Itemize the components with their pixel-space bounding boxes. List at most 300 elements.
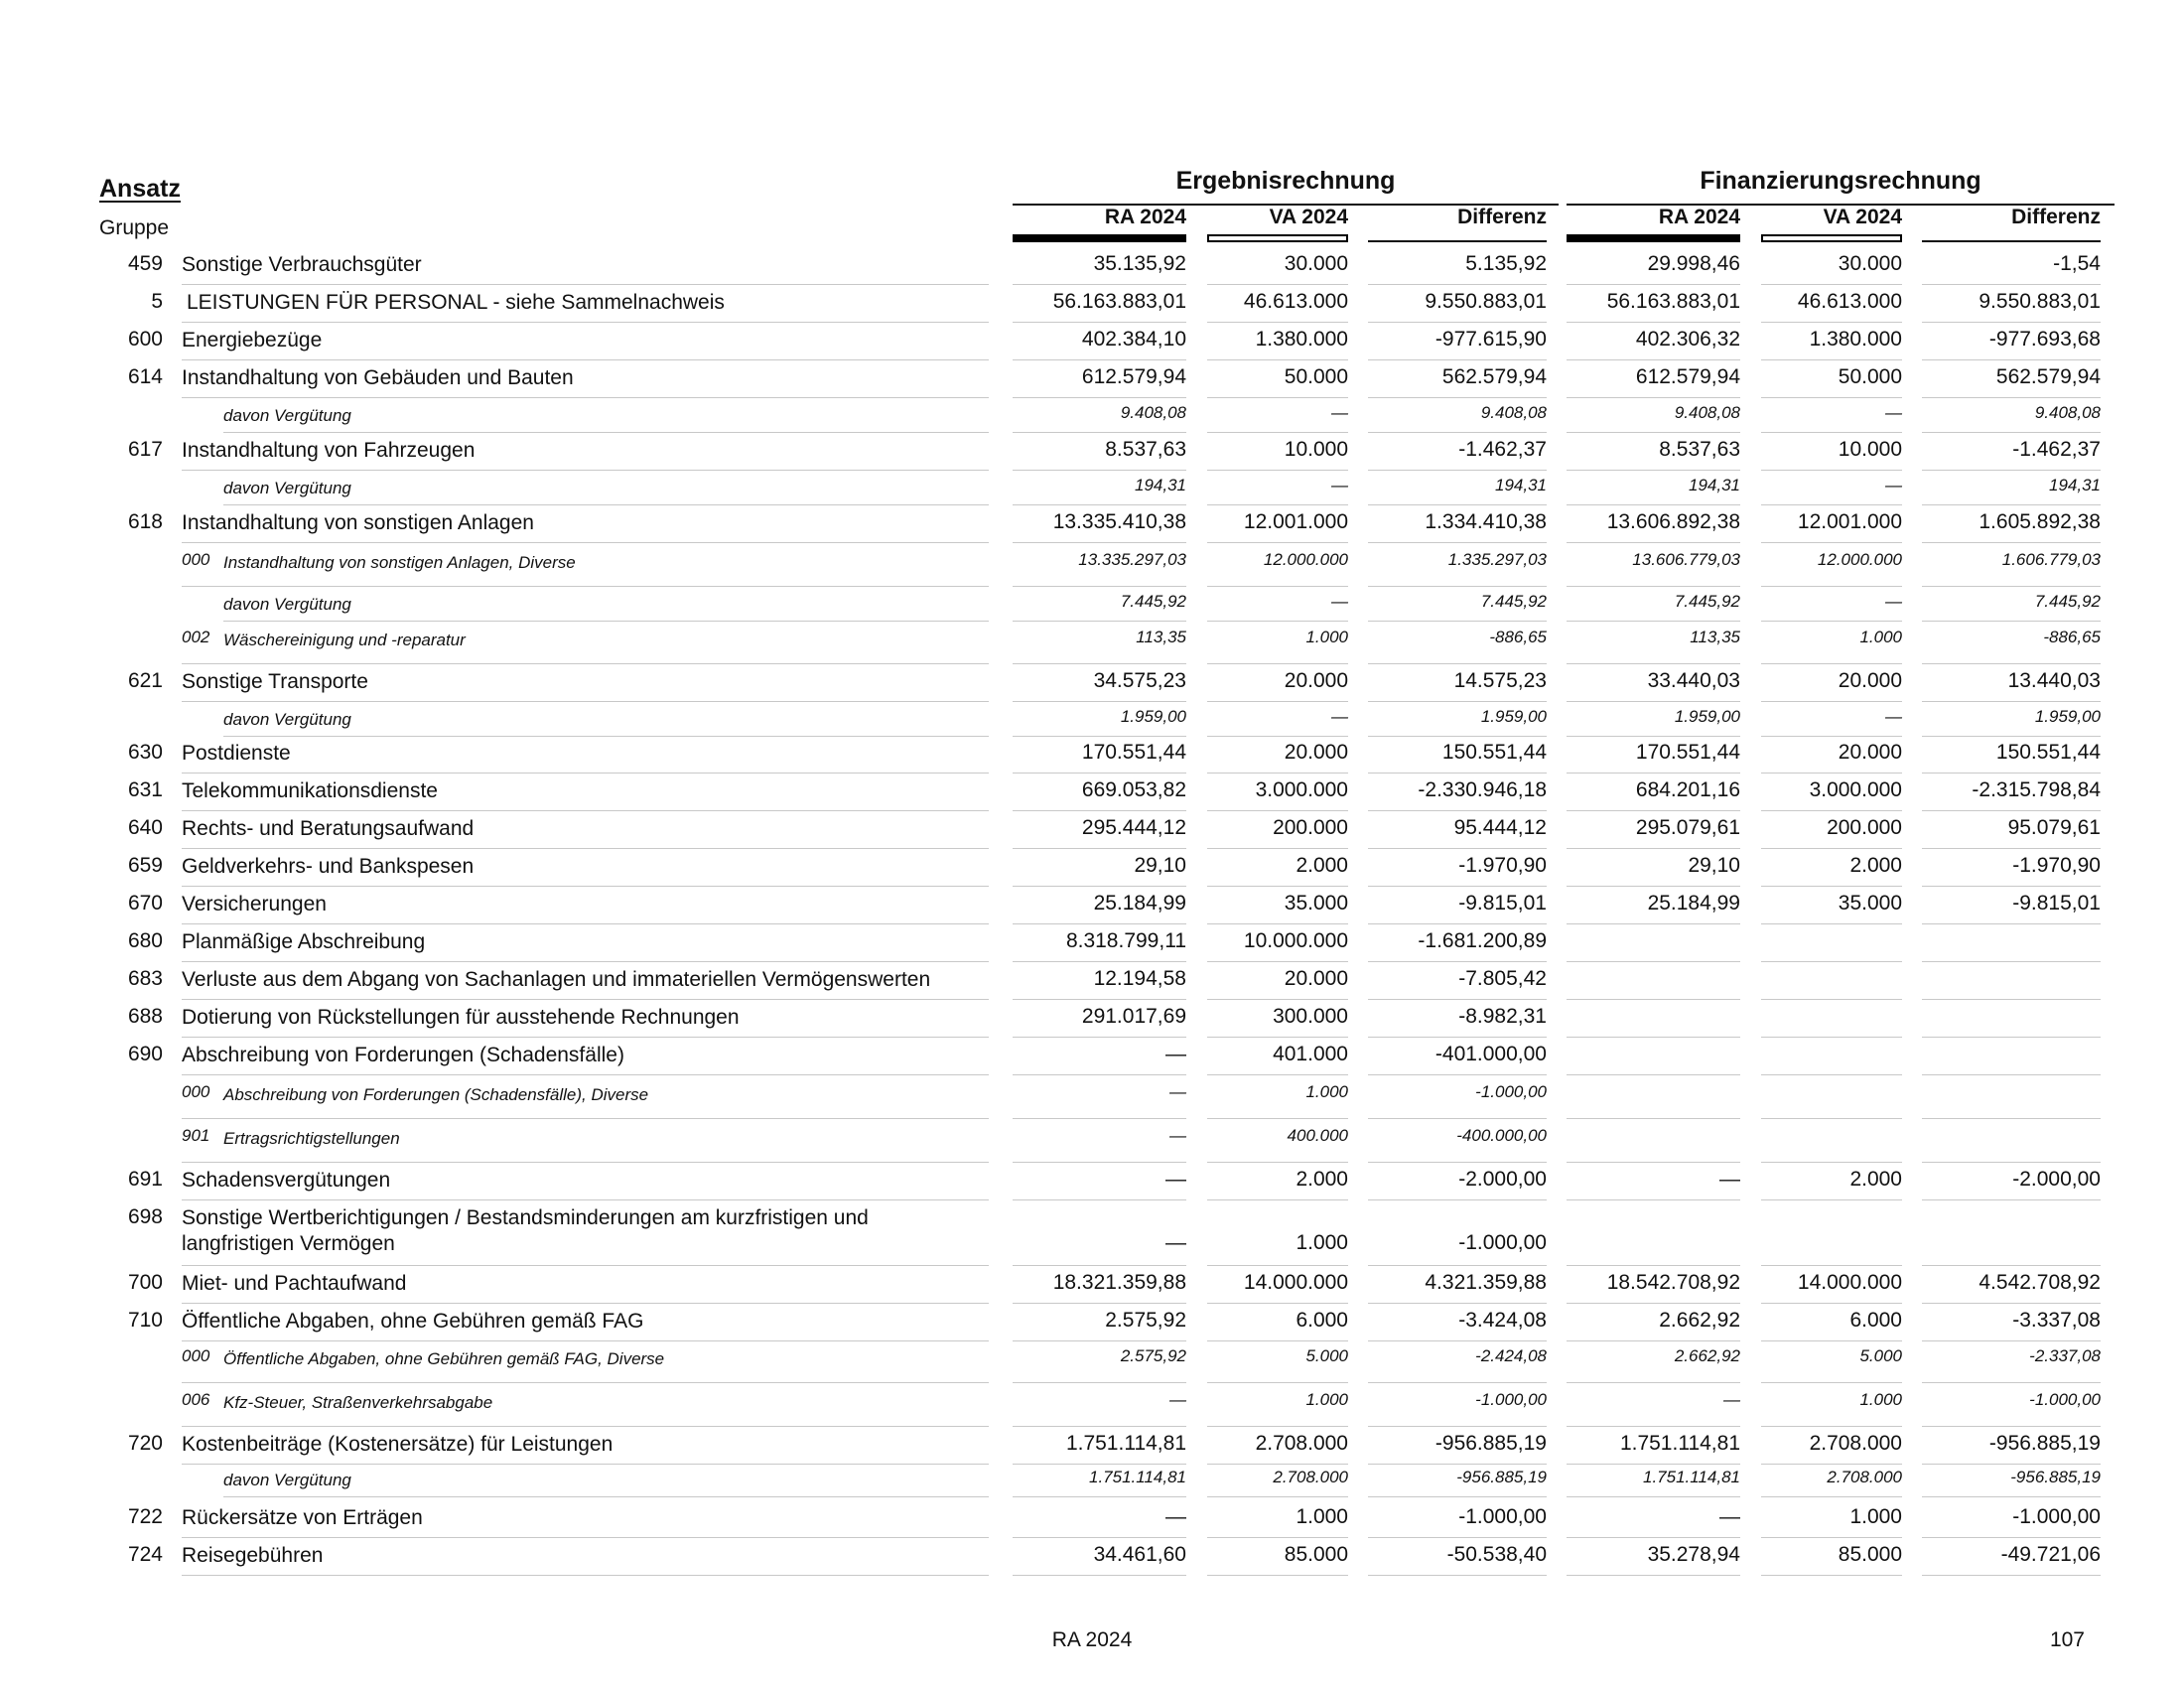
row-value-col-6: -886,65: [2043, 628, 2101, 646]
row-cell-rule: [1368, 621, 1547, 622]
row-code: 688: [127, 1005, 163, 1028]
row-value-col-6: 9.408,08: [2034, 403, 2101, 422]
table-row: [0, 1309, 2184, 1346]
row-cell-rule: [1207, 701, 1348, 702]
row-code: 724: [127, 1543, 163, 1566]
row-cell-rule: [1368, 1464, 1547, 1465]
row-value-col-1: —: [1165, 1505, 1186, 1528]
row-value-col-6: -956.885,19: [1988, 1432, 2101, 1455]
row-value-col-6: 7.445,92: [2034, 592, 2101, 611]
row-cell-rule: [1368, 773, 1547, 774]
row-cell-rule: [1922, 848, 2101, 849]
row-code: 617: [127, 438, 163, 461]
row-cell-rule: [1368, 397, 1547, 398]
row-value-col-6: -956.885,19: [2010, 1468, 2101, 1486]
row-value-col-2: 1.000: [1305, 1082, 1348, 1101]
row-cell-rule: [1207, 1037, 1348, 1038]
row-value-col-1: 9.408,08: [1120, 403, 1186, 422]
row-value-col-5: 1.380.000: [1809, 328, 1902, 351]
row-value-col-1: 669.053,82: [1081, 778, 1186, 801]
row-cell-rule: [1922, 736, 2101, 737]
row-code: 659: [127, 854, 163, 877]
row-cell-rule: [1567, 1265, 1740, 1266]
row-value-col-6: 4.542.708,92: [1979, 1271, 2101, 1294]
row-cell-rule: [1368, 1426, 1547, 1427]
row-cell-rule: [1013, 1162, 1186, 1163]
row-value-col-1: —: [1165, 1231, 1186, 1254]
row-value-col-1: 12.194,58: [1093, 967, 1186, 990]
row-value-col-1: 8.537,63: [1105, 438, 1186, 461]
row-label: Abschreibung von Forderungen (Schadensfälle), Diverse: [223, 1085, 649, 1104]
row-code: 698: [127, 1205, 163, 1228]
row-value-col-3: 1.959,00: [1480, 707, 1547, 726]
row-label: [182, 1205, 869, 1257]
row-value-col-5: 14.000.000: [1797, 1271, 1902, 1294]
row-cell-rule: [1761, 999, 1902, 1000]
row-cell-rule: [1761, 773, 1902, 774]
row-value-col-3: -401.000,00: [1434, 1043, 1547, 1065]
row-value-col-4: 402.306,32: [1635, 328, 1740, 351]
row-value-col-2: 400.000: [1287, 1126, 1348, 1145]
row-value-col-1: 1.959,00: [1120, 707, 1186, 726]
row-label: Rechts- und Beratungsaufwand: [182, 817, 475, 840]
row-code: 002: [182, 628, 210, 646]
table-row: [0, 1005, 2184, 1043]
row-value-col-2: 1.000: [1305, 1390, 1348, 1409]
table-row: [0, 854, 2184, 892]
row-cell-rule: [1013, 621, 1186, 622]
row-code: 000: [182, 1346, 210, 1365]
row-cell-rule: [1567, 1382, 1740, 1383]
row-cell-rule: [1207, 470, 1348, 471]
row-value-col-4: 9.408,08: [1674, 403, 1740, 422]
row-value-col-2: 1.000: [1305, 628, 1348, 646]
row-cell-rule: [1207, 397, 1348, 398]
row-cell-rule: [1922, 923, 2101, 924]
row-value-col-5: 2.708.000: [1809, 1432, 1902, 1455]
row-value-col-4: 8.537,63: [1659, 438, 1740, 461]
row-cell-rule: [1922, 663, 2101, 664]
row-cell-rule: [1013, 1340, 1186, 1341]
row-value-col-1: 194,31: [1135, 476, 1186, 494]
row-value-col-1: 18.321.359,88: [1052, 1271, 1186, 1294]
row-value-col-4: 13.606.779,03: [1632, 550, 1740, 569]
row-cell-rule: [1567, 1537, 1740, 1538]
row-cell-rule: [1922, 1118, 2101, 1119]
row-label: Wäschereinigung und -reparatur: [223, 631, 466, 649]
row-cell-rule: [1922, 322, 2101, 323]
row-cell-rule: [1761, 359, 1902, 360]
row-value-col-5: —: [1885, 707, 1902, 726]
row-label: Instandhaltung von Gebäuden und Bauten: [182, 366, 574, 389]
row-label-rule: [223, 1496, 989, 1497]
row-value-col-5: —: [1885, 592, 1902, 611]
row-cell-rule: [1207, 1464, 1348, 1465]
row-cell-rule: [1207, 1265, 1348, 1266]
row-value-col-1: 291.017,69: [1081, 1005, 1186, 1028]
row-cell-rule: [1922, 1303, 2101, 1304]
row-cell-rule: [1368, 1575, 1547, 1576]
row-cell-rule: [1368, 848, 1547, 849]
row-cell-rule: [1013, 470, 1186, 471]
table-row: [0, 328, 2184, 365]
row-value-col-4: 1.959,00: [1674, 707, 1740, 726]
row-cell-rule: [1013, 663, 1186, 664]
row-cell-rule: [1207, 1303, 1348, 1304]
row-cell-rule: [1207, 736, 1348, 737]
row-cell-rule: [1567, 848, 1740, 849]
row-value-col-5: 200.000: [1827, 816, 1902, 839]
row-value-col-1: —: [1169, 1390, 1186, 1409]
row-cell-rule: [1567, 999, 1740, 1000]
row-value-col-4: 56.163.883,01: [1606, 290, 1740, 313]
row-cell-rule: [1761, 1037, 1902, 1038]
row-value-col-1: 612.579,94: [1081, 365, 1186, 388]
row-label-rule: [182, 359, 989, 360]
row-cell-rule: [1207, 999, 1348, 1000]
row-cell-rule: [1368, 999, 1547, 1000]
table-row: [0, 592, 2184, 627]
row-value-col-5: 20.000: [1838, 669, 1902, 692]
row-cell-rule: [1761, 1199, 1902, 1200]
row-value-col-5: 5.000: [1859, 1346, 1902, 1365]
row-value-col-1: 7.445,92: [1120, 592, 1186, 611]
row-cell-rule: [1013, 1382, 1186, 1383]
row-value-col-2: 50.000: [1284, 365, 1348, 388]
row-cell-rule: [1567, 1496, 1740, 1497]
row-value-col-4: 684.201,16: [1635, 778, 1740, 801]
row-cell-rule: [1368, 542, 1547, 543]
row-cell-rule: [1567, 586, 1740, 587]
row-cell-rule: [1567, 1162, 1740, 1163]
table-row: [0, 967, 2184, 1005]
row-label: davon Vergütung: [223, 479, 351, 497]
row-label: Schadensvergütungen: [182, 1169, 391, 1192]
row-cell-rule: [1567, 397, 1740, 398]
row-value-col-4: 29.998,46: [1647, 252, 1740, 275]
row-value-col-1: 56.163.883,01: [1052, 290, 1186, 313]
row-code: 722: [127, 1505, 163, 1528]
row-cell-rule: [1368, 1265, 1547, 1266]
row-label: Instandhaltung von sonstigen Anlagen: [182, 511, 534, 534]
row-cell-rule: [1922, 542, 2101, 543]
row-value-col-5: 1.000: [1859, 628, 1902, 646]
row-value-col-5: 20.000: [1838, 741, 1902, 764]
row-value-col-3: -7.805,42: [1458, 967, 1547, 990]
row-cell-rule: [1368, 1496, 1547, 1497]
row-cell-rule: [1761, 284, 1902, 285]
row-value-col-1: —: [1169, 1126, 1186, 1145]
row-cell-rule: [1013, 1575, 1186, 1576]
row-cell-rule: [1922, 1199, 2101, 1200]
row-cell-rule: [1207, 961, 1348, 962]
column-header-er-differenz: Differenz: [1457, 206, 1547, 228]
row-value-col-4: 194,31: [1689, 476, 1740, 494]
row-label: davon Vergütung: [223, 1471, 351, 1489]
row-value-col-3: -3.424,08: [1458, 1309, 1547, 1332]
row-cell-rule: [1922, 886, 2101, 887]
column-header-er-va-2024: VA 2024: [1269, 206, 1348, 228]
row-label-rule: [182, 701, 989, 702]
row-label-rule: [182, 1265, 989, 1266]
row-value-col-3: -1.000,00: [1458, 1505, 1547, 1528]
row-cell-rule: [1761, 1074, 1902, 1075]
row-code: 459: [127, 252, 163, 275]
row-cell-rule: [1207, 810, 1348, 811]
row-cell-rule: [1922, 773, 2101, 774]
row-cell-rule: [1761, 586, 1902, 587]
row-cell-rule: [1013, 961, 1186, 962]
row-value-col-2: 46.613.000: [1243, 290, 1348, 313]
row-cell-rule: [1761, 621, 1902, 622]
row-cell-rule: [1567, 1340, 1740, 1341]
row-label-rule: [182, 542, 989, 543]
row-value-col-3: -956.885,19: [1456, 1468, 1547, 1486]
row-value-col-2: 2.000: [1296, 854, 1348, 877]
row-value-col-3: 150.551,44: [1441, 741, 1547, 764]
row-label: Kostenbeiträge (Kostenersätze) für Leistungen: [182, 1433, 614, 1456]
row-value-col-5: 2.000: [1849, 854, 1902, 877]
row-cell-rule: [1567, 1199, 1740, 1200]
table-row: [0, 403, 2184, 438]
row-cell-rule: [1922, 701, 2101, 702]
group-title-ergebnisrechnung: Ergebnisrechnung: [1175, 167, 1396, 195]
row-value-col-6: 150.551,44: [1995, 741, 2101, 764]
row-cell-rule: [1761, 504, 1902, 505]
table-row: [0, 816, 2184, 854]
table-row: [0, 1505, 2184, 1543]
row-value-col-3: -977.615,90: [1434, 328, 1547, 351]
row-cell-rule: [1761, 1426, 1902, 1427]
column-header-gruppe: Gruppe: [99, 216, 170, 239]
row-cell-rule: [1207, 586, 1348, 587]
row-cell-rule: [1207, 432, 1348, 433]
row-cell-rule: [1207, 1199, 1348, 1200]
row-cell-rule: [1567, 773, 1740, 774]
row-code: 690: [127, 1043, 163, 1065]
row-value-col-2: 6.000: [1296, 1309, 1348, 1332]
row-value-col-5: 85.000: [1838, 1543, 1902, 1566]
row-value-col-3: 1.334.410,38: [1425, 510, 1547, 533]
row-value-col-5: 50.000: [1838, 365, 1902, 388]
row-value-col-1: 170.551,44: [1081, 741, 1186, 764]
row-value-col-5: —: [1885, 476, 1902, 494]
row-label: Öffentliche Abgaben, ohne Gebühren gemäß FAG: [182, 1310, 644, 1333]
row-cell-rule: [1013, 1426, 1186, 1427]
row-cell-rule: [1761, 542, 1902, 543]
row-value-col-1: 13.335.410,38: [1052, 510, 1186, 533]
row-cell-rule: [1368, 1199, 1547, 1200]
row-value-col-2: 1.000: [1296, 1231, 1348, 1254]
row-cell-rule: [1013, 886, 1186, 887]
row-cell-rule: [1567, 621, 1740, 622]
row-value-col-3: 9.408,08: [1480, 403, 1547, 422]
legend-rule-diff-er: [1368, 240, 1547, 242]
row-label: Sonstige Verbrauchsgüter: [182, 253, 422, 276]
row-value-col-6: 1.959,00: [2034, 707, 2101, 726]
row-cell-rule: [1922, 397, 2101, 398]
row-value-col-3: -1.000,00: [1475, 1082, 1547, 1101]
row-cell-rule: [1761, 1382, 1902, 1383]
row-cell-rule: [1368, 1074, 1547, 1075]
row-cell-rule: [1567, 359, 1740, 360]
row-value-col-3: -956.885,19: [1434, 1432, 1547, 1455]
row-value-col-6: 9.550.883,01: [1979, 290, 2101, 313]
row-cell-rule: [1013, 736, 1186, 737]
row-cell-rule: [1922, 284, 2101, 285]
row-cell-rule: [1922, 1037, 2101, 1038]
row-label: Sonstige Transporte: [182, 670, 368, 693]
row-cell-rule: [1207, 663, 1348, 664]
row-label-rule: [182, 470, 989, 471]
row-cell-rule: [1013, 848, 1186, 849]
row-value-col-3: 7.445,92: [1480, 592, 1547, 611]
row-cell-rule: [1013, 1496, 1186, 1497]
row-value-col-1: —: [1165, 1168, 1186, 1191]
row-value-col-4: 33.440,03: [1647, 669, 1740, 692]
row-cell-rule: [1922, 586, 2101, 587]
row-cell-rule: [1761, 1464, 1902, 1465]
row-label: Verluste aus dem Abgang von Sachanlagen und immateriellen Vermögenswerten: [182, 968, 931, 991]
row-cell-rule: [1207, 1537, 1348, 1538]
row-value-col-2: 10.000: [1284, 438, 1348, 461]
row-cell-rule: [1207, 1496, 1348, 1497]
row-value-col-3: -1.000,00: [1458, 1231, 1547, 1254]
table-row: [0, 707, 2184, 742]
row-cell-rule: [1207, 923, 1348, 924]
row-cell-rule: [1922, 1162, 2101, 1163]
row-cell-rule: [1761, 961, 1902, 962]
row-cell-rule: [1013, 1303, 1186, 1304]
table-row: [0, 778, 2184, 816]
row-value-col-6: 1.606.779,03: [2001, 550, 2101, 569]
table-row: [0, 365, 2184, 403]
row-value-col-3: -2.330.946,18: [1418, 778, 1547, 801]
row-value-col-4: 13.606.892,38: [1606, 510, 1740, 533]
row-value-col-4: 7.445,92: [1674, 592, 1740, 611]
row-cell-rule: [1761, 470, 1902, 471]
row-value-col-2: 1.000: [1296, 1505, 1348, 1528]
row-label-rule: [182, 397, 989, 398]
row-cell-rule: [1761, 1265, 1902, 1266]
row-value-col-4: 2.662,92: [1674, 1346, 1740, 1365]
row-value-col-1: 35.135,92: [1093, 252, 1186, 275]
legend-rule-diff-fr: [1922, 240, 2101, 242]
row-cell-rule: [1922, 1382, 2101, 1383]
row-cell-rule: [1207, 1575, 1348, 1576]
row-cell-rule: [1368, 1382, 1547, 1383]
row-value-col-5: 2.708.000: [1827, 1468, 1902, 1486]
row-cell-rule: [1013, 923, 1186, 924]
table-row: [0, 252, 2184, 290]
row-label-line-2: langfristigen Vermögen: [182, 1232, 395, 1255]
row-cell-rule: [1567, 1118, 1740, 1119]
row-cell-rule: [1761, 432, 1902, 433]
row-cell-rule: [1567, 284, 1740, 285]
row-label: Reisegebühren: [182, 1544, 324, 1567]
row-cell-rule: [1567, 701, 1740, 702]
row-value-col-2: —: [1331, 592, 1348, 611]
row-cell-rule: [1013, 397, 1186, 398]
row-cell-rule: [1761, 810, 1902, 811]
row-cell-rule: [1922, 810, 2101, 811]
row-cell-rule: [1567, 322, 1740, 323]
row-value-col-5: 12.001.000: [1797, 510, 1902, 533]
row-value-col-4: —: [1719, 1168, 1740, 1191]
row-label-rule: [182, 1118, 989, 1119]
row-cell-rule: [1013, 1537, 1186, 1538]
row-code: 600: [127, 328, 163, 351]
row-code: 700: [127, 1271, 163, 1294]
row-value-col-3: 1.335.297,03: [1447, 550, 1547, 569]
row-code: 683: [127, 967, 163, 990]
row-cell-rule: [1013, 542, 1186, 543]
row-value-col-6: -1.000,00: [2029, 1390, 2101, 1409]
row-value-col-5: 35.000: [1838, 892, 1902, 914]
row-label-rule: [182, 1426, 989, 1427]
row-value-col-4: 612.579,94: [1635, 365, 1740, 388]
table-row: [0, 438, 2184, 476]
row-value-col-3: -1.681.200,89: [1418, 929, 1547, 952]
row-cell-rule: [1922, 1340, 2101, 1341]
row-label-rule: [182, 1037, 989, 1038]
row-value-col-6: 95.079,61: [2007, 816, 2101, 839]
row-value-col-4: 35.278,94: [1647, 1543, 1740, 1566]
row-value-col-5: 1.000: [1849, 1505, 1902, 1528]
row-label-rule: [182, 1575, 989, 1576]
row-cell-rule: [1368, 1537, 1547, 1538]
row-value-col-3: -2.000,00: [1458, 1168, 1547, 1191]
row-value-col-3: 562.579,94: [1441, 365, 1547, 388]
row-cell-rule: [1207, 284, 1348, 285]
row-cell-rule: [1922, 1537, 2101, 1538]
row-cell-rule: [1207, 1340, 1348, 1341]
row-cell-rule: [1013, 284, 1186, 285]
row-cell-rule: [1761, 397, 1902, 398]
row-value-col-5: 1.000: [1859, 1390, 1902, 1409]
row-value-col-6: 1.605.892,38: [1979, 510, 2101, 533]
table-row: [0, 669, 2184, 707]
row-cell-rule: [1368, 1340, 1547, 1341]
row-value-col-3: -1.000,00: [1475, 1390, 1547, 1409]
row-cell-rule: [1922, 621, 2101, 622]
row-value-col-2: 20.000: [1284, 967, 1348, 990]
row-value-col-6: -2.337,08: [2029, 1346, 2101, 1365]
legend-bar-ra-fr: [1567, 234, 1740, 242]
row-value-col-2: 14.000.000: [1243, 1271, 1348, 1294]
table-row: [0, 1271, 2184, 1309]
row-label: Versicherungen: [182, 893, 327, 915]
table-row: [0, 476, 2184, 510]
row-value-col-2: 10.000.000: [1243, 929, 1348, 952]
row-value-col-2: 30.000: [1284, 252, 1348, 275]
table-row: [0, 1168, 2184, 1205]
row-value-col-3: -1.462,37: [1458, 438, 1547, 461]
row-label-rule: [182, 1162, 989, 1163]
row-value-col-3: 9.550.883,01: [1425, 290, 1547, 313]
row-cell-rule: [1207, 1118, 1348, 1119]
row-value-col-5: 46.613.000: [1797, 290, 1902, 313]
row-label-rule: [182, 773, 989, 774]
row-cell-rule: [1013, 1265, 1186, 1266]
row-label-rule: [223, 621, 989, 622]
row-cell-rule: [1207, 322, 1348, 323]
row-cell-rule: [1761, 848, 1902, 849]
legend-bar-va-fr: [1761, 234, 1902, 242]
row-value-col-2: 2.000: [1296, 1168, 1348, 1191]
row-label: Instandhaltung von Fahrzeugen: [182, 439, 476, 462]
row-cell-rule: [1922, 504, 2101, 505]
